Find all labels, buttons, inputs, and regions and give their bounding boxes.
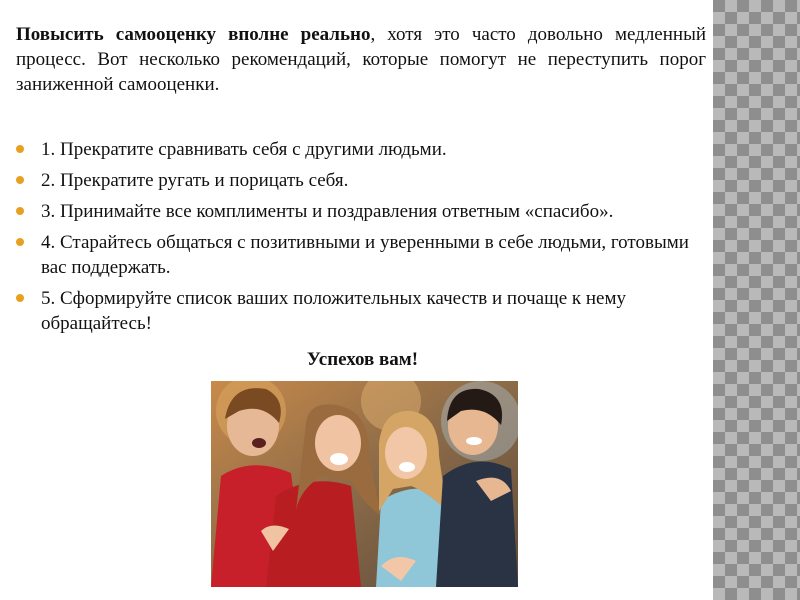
intro-rest: , хотя это часто довольно медленный процесс. Вот несколько рекомендаций, которые помогут не переступить порог заниженной самооценки.: [16, 24, 706, 95]
bullet-icon: [16, 294, 24, 302]
closing-text: Успехов вам!: [306, 349, 419, 370]
list-item: [16, 286, 706, 336]
tip-text: 4. Старайтесь общаться с позитивными и уверенными в себе людьми, готовыми вас поддержать.: [41, 232, 689, 278]
tip-text: 1. Прекратите сравнивать себя с другими людьми.: [41, 139, 447, 160]
bullet-icon: [16, 238, 24, 246]
tip-text: 5. Сформируйте список ваших положительных качеств и почаще к нему обращайтесь!: [41, 288, 627, 334]
bullet-icon: [16, 176, 24, 184]
friends-photo: [211, 381, 518, 587]
bullet-icon: [16, 145, 24, 153]
tips-list: [16, 137, 706, 342]
bullet-icon: [16, 207, 24, 215]
tip-text: 3. Принимайте все комплименты и поздравления ответным «спасибо».: [41, 201, 614, 222]
list-item: [16, 199, 706, 224]
intro-paragraph: [16, 22, 706, 97]
tip-text: 2. Прекратите ругать и порицать себя.: [41, 170, 349, 191]
side-decorative-pattern: [713, 0, 800, 600]
intro-bold: Повысить самооценку вполне реально: [16, 24, 371, 45]
list-item: [16, 168, 706, 193]
list-item: [16, 230, 706, 280]
list-item: [16, 137, 706, 162]
